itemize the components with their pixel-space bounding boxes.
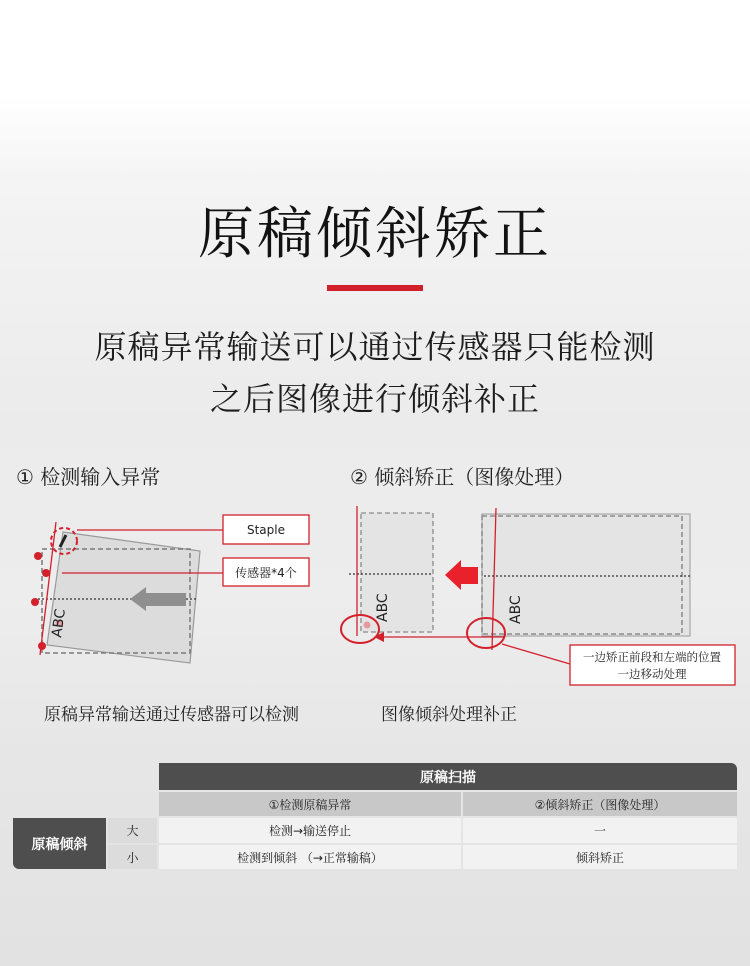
skew-correction-diagram [0,490,750,690]
table-header: 原稿扫描 [159,763,737,790]
subtitle-line-1: 原稿异常输送可以通过传感器只能检测 [94,328,656,366]
corrected-document-text: ABC [375,593,391,622]
note-line-1: 一边矫正前段和左端的位置 [583,650,721,664]
comparison-table [13,763,737,869]
note-line-2: 一边移动处理 [617,667,687,681]
sensor-dot [42,569,50,577]
table-cell: 检测→输送停止 [159,818,461,843]
corner-dot [364,622,371,629]
table-row-header: 原稿倾斜 [13,818,106,869]
document-text: ABC [49,607,69,639]
step-2-heading: ② 倾斜矫正（图像处理） [350,465,575,489]
table-row-label-big: 大 [108,818,157,843]
subtitle-line-2: 之后图像进行倾斜补正 [209,380,540,418]
sensor-dot [38,642,46,650]
caption-right: 图像倾斜处理补正 [381,705,517,725]
staple-label: Staple [246,523,286,537]
table-cell: 一 [463,818,737,843]
table-cell: 检测到倾斜 （→正常输稿） [159,845,461,869]
sensor-dot [31,598,39,606]
corrected-document [361,513,433,632]
table-cell: 倾斜矫正 [463,845,737,869]
page-title: 原稿倾斜矫正 [198,202,552,267]
table-col-header-1: ①检测原稿异常 [159,792,461,816]
left-diagram [31,515,309,663]
skewed-document-text: ABC [508,595,524,624]
right-diagram [341,506,735,685]
title-underline [327,285,423,291]
caption-left: 原稿异常输送通过传感器可以检测 [44,705,299,725]
correction-arrow-icon [445,560,478,590]
note-leader [502,644,570,664]
step-1-heading: ① 检测输入异常 [16,465,161,489]
sensor-dot [34,552,42,560]
table-col-header-2: ②倾斜矫正（图像处理） [463,792,737,816]
table-row-label-small: 小 [108,845,157,869]
sensor-label: 传感器*4个 [235,566,297,580]
